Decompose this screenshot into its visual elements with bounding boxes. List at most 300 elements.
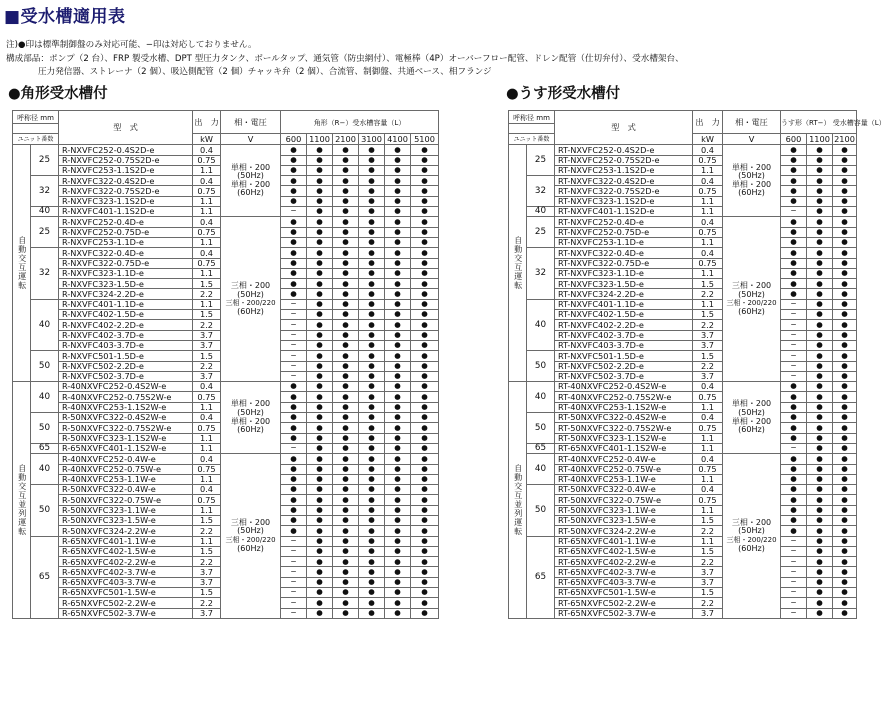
available-dot: ●	[807, 588, 833, 598]
available-dot: ●	[411, 413, 439, 423]
available-dot: ●	[385, 413, 411, 423]
model-cell: R-NXVFC502-2.2D-e	[59, 361, 193, 371]
output-unit: kW	[693, 134, 723, 145]
available-dot: ●	[281, 526, 307, 536]
model-cell: RT-65NXVFC402-1.5W-e	[555, 546, 693, 556]
available-dot: ●	[411, 371, 439, 381]
model-cell: RT-50NXVFC322-0.4S2W-e	[555, 413, 693, 423]
bore-size: 25	[31, 145, 59, 176]
table-row	[13, 217, 439, 227]
available-dot: ●	[385, 433, 411, 443]
available-dot: ●	[807, 608, 833, 618]
available-dot: ●	[307, 423, 333, 433]
available-dot: ●	[333, 413, 359, 423]
model-cell: R-65NXVFC403-3.7W-e	[59, 577, 193, 587]
available-dot: ●	[385, 279, 411, 289]
available-dot: ●	[359, 433, 385, 443]
capacity-2100: 2100	[333, 134, 359, 145]
available-dot: ●	[833, 165, 857, 175]
available-dot: ●	[807, 433, 833, 443]
available-dot: ●	[411, 443, 439, 453]
model-header: 型 式	[59, 111, 193, 145]
model-cell: RT-65NXVFC401-1.1S2W-e	[555, 443, 693, 453]
available-dot: ●	[807, 382, 833, 392]
bore-header: 呼称径 mm	[13, 111, 59, 124]
available-dot: ●	[781, 515, 807, 525]
table-row	[509, 351, 857, 361]
available-dot: ●	[359, 413, 385, 423]
output-cell: 1.1	[693, 196, 723, 206]
table-row	[509, 176, 857, 186]
phase-header: 相・電圧	[221, 111, 281, 134]
output-cell: 1.5	[193, 310, 221, 320]
capacity-4100: 4100	[385, 134, 411, 145]
available-dot: ●	[411, 361, 439, 371]
available-dot: ●	[359, 443, 385, 453]
available-dot: ●	[807, 176, 833, 186]
output-cell: 1.5	[693, 515, 723, 525]
available-dot: ●	[385, 145, 411, 155]
table-row	[509, 423, 857, 433]
output-cell: 1.1	[193, 299, 221, 309]
output-cell: 0.4	[193, 382, 221, 392]
output-cell: 3.7	[693, 340, 723, 350]
available-dot: ●	[833, 577, 857, 587]
available-dot: ●	[359, 371, 385, 381]
available-dot: ●	[833, 413, 857, 423]
available-dot: ●	[385, 588, 411, 598]
output-cell: 1.1	[693, 402, 723, 412]
available-dot: ●	[781, 495, 807, 505]
available-dot: ●	[281, 186, 307, 196]
available-dot: ●	[307, 588, 333, 598]
model-cell: R-NXVFC322-0.4D-e	[59, 248, 193, 258]
model-cell: RT-40NXVFC252-0.4W-e	[555, 454, 693, 464]
available-dot: ●	[411, 186, 439, 196]
available-dot: ●	[833, 536, 857, 546]
available-dot: ●	[807, 557, 833, 567]
available-dot: ●	[307, 495, 333, 505]
output-cell: 0.75	[193, 155, 221, 165]
unavailable-dash: −	[781, 299, 807, 309]
unavailable-dash: −	[281, 351, 307, 361]
available-dot: ●	[781, 454, 807, 464]
available-dot: ●	[411, 402, 439, 412]
available-dot: ●	[359, 227, 385, 237]
output-cell: 1.1	[193, 402, 221, 412]
available-dot: ●	[333, 474, 359, 484]
available-dot: ●	[307, 505, 333, 515]
available-dot: ●	[307, 217, 333, 227]
available-dot: ●	[333, 567, 359, 577]
table-row	[13, 382, 439, 392]
bore-size: 65	[527, 443, 555, 453]
available-dot: ●	[281, 382, 307, 392]
available-dot: ●	[411, 577, 439, 587]
bore-size: 40	[31, 454, 59, 485]
model-cell: RT-NXVFC252-0.75D-e	[555, 227, 693, 237]
available-dot: ●	[307, 248, 333, 258]
model-cell: RT-NXVFC323-1.1D-e	[555, 268, 693, 278]
available-dot: ●	[359, 340, 385, 350]
output-cell: 2.2	[693, 526, 723, 536]
available-dot: ●	[385, 299, 411, 309]
available-dot: ●	[307, 176, 333, 186]
available-dot: ●	[411, 557, 439, 567]
available-dot: ●	[411, 340, 439, 350]
available-dot: ●	[385, 268, 411, 278]
available-dot: ●	[307, 598, 333, 608]
table-row	[509, 155, 857, 165]
unavailable-dash: −	[281, 330, 307, 340]
available-dot: ●	[281, 423, 307, 433]
model-cell: R-NXVFC323-1.1S2D-e	[59, 196, 193, 206]
model-cell: R-NXVFC253-1.1D-e	[59, 237, 193, 247]
model-cell: RT-65NXVFC502-3.7W-e	[555, 608, 693, 618]
available-dot: ●	[411, 598, 439, 608]
available-dot: ●	[833, 217, 857, 227]
available-dot: ●	[411, 320, 439, 330]
output-cell: 2.2	[193, 598, 221, 608]
model-cell: R-NXVFC402-1.5D-e	[59, 310, 193, 320]
bore-size: 32	[31, 248, 59, 299]
output-cell: 1.1	[193, 443, 221, 453]
output-cell: 0.75	[693, 186, 723, 196]
model-cell: R-65NXVFC402-3.7W-e	[59, 567, 193, 577]
available-dot: ●	[333, 186, 359, 196]
available-dot: ●	[359, 176, 385, 186]
unavailable-dash: −	[281, 588, 307, 598]
available-dot: ●	[411, 608, 439, 618]
model-cell: RT-NXVFC323-1.5D-e	[555, 279, 693, 289]
available-dot: ●	[307, 567, 333, 577]
available-dot: ●	[807, 217, 833, 227]
unavailable-dash: −	[281, 361, 307, 371]
model-cell: RT-40NXVFC253-1.1W-e	[555, 474, 693, 484]
unavailable-dash: −	[281, 557, 307, 567]
available-dot: ●	[385, 464, 411, 474]
available-dot: ●	[833, 382, 857, 392]
table-row	[509, 340, 857, 350]
available-dot: ●	[307, 299, 333, 309]
output-cell: 0.75	[193, 464, 221, 474]
available-dot: ●	[281, 474, 307, 484]
available-dot: ●	[807, 186, 833, 196]
phase-three: 三相・200 (50Hz) 三相・200/220 (60Hz)	[723, 217, 781, 382]
available-dot: ●	[385, 155, 411, 165]
available-dot: ●	[411, 310, 439, 320]
table-row	[509, 474, 857, 484]
unavailable-dash: −	[781, 557, 807, 567]
output-cell: 0.4	[193, 248, 221, 258]
available-dot: ●	[307, 485, 333, 495]
available-dot: ●	[333, 207, 359, 217]
table-row	[509, 485, 857, 495]
output-cell: 3.7	[193, 567, 221, 577]
available-dot: ●	[833, 588, 857, 598]
output-cell: 2.2	[693, 557, 723, 567]
bore-size: 40	[31, 382, 59, 413]
output-cell: 0.4	[193, 413, 221, 423]
table-row	[509, 546, 857, 556]
model-cell: R-65NXVFC402-2.2W-e	[59, 557, 193, 567]
available-dot: ●	[281, 402, 307, 412]
output-cell: 1.5	[193, 351, 221, 361]
operation-mode: 自動交互並列運転	[509, 382, 527, 619]
available-dot: ●	[333, 289, 359, 299]
available-dot: ●	[833, 330, 857, 340]
available-dot: ●	[307, 351, 333, 361]
model-cell: R-65NXVFC502-3.7W-e	[59, 608, 193, 618]
available-dot: ●	[833, 320, 857, 330]
output-cell: 2.2	[693, 361, 723, 371]
table-row	[509, 577, 857, 587]
model-cell: R-65NXVFC402-1.5W-e	[59, 546, 193, 556]
available-dot: ●	[385, 217, 411, 227]
available-dot: ●	[307, 546, 333, 556]
available-dot: ●	[385, 330, 411, 340]
available-dot: ●	[833, 361, 857, 371]
table-row	[509, 371, 857, 381]
available-dot: ●	[781, 413, 807, 423]
output-cell: 3.7	[693, 371, 723, 381]
available-dot: ●	[833, 454, 857, 464]
available-dot: ●	[781, 289, 807, 299]
available-dot: ●	[359, 423, 385, 433]
available-dot: ●	[333, 443, 359, 453]
available-dot: ●	[781, 382, 807, 392]
table-row	[509, 145, 857, 155]
output-cell: 0.75	[693, 464, 723, 474]
output-cell: 0.75	[193, 186, 221, 196]
output-cell: 1.1	[193, 207, 221, 217]
table-row	[509, 588, 857, 598]
available-dot: ●	[385, 454, 411, 464]
available-dot: ●	[833, 196, 857, 206]
available-dot: ●	[781, 258, 807, 268]
output-cell: 1.1	[693, 433, 723, 443]
output-cell: 3.7	[193, 340, 221, 350]
table-row	[509, 464, 857, 474]
available-dot: ●	[307, 608, 333, 618]
available-dot: ●	[359, 268, 385, 278]
available-dot: ●	[359, 505, 385, 515]
available-dot: ●	[807, 207, 833, 217]
available-dot: ●	[307, 577, 333, 587]
available-dot: ●	[833, 495, 857, 505]
available-dot: ●	[781, 145, 807, 155]
available-dot: ●	[333, 165, 359, 175]
model-header: 型 式	[555, 111, 693, 145]
table-row	[509, 505, 857, 515]
output-cell: 2.2	[193, 526, 221, 536]
output-cell: 0.4	[693, 382, 723, 392]
output-cell: 0.75	[693, 227, 723, 237]
available-dot: ●	[307, 207, 333, 217]
output-cell: 2.2	[693, 598, 723, 608]
available-dot: ●	[833, 557, 857, 567]
available-dot: ●	[333, 536, 359, 546]
bore-size: 65	[527, 536, 555, 618]
available-dot: ●	[781, 217, 807, 227]
table-row	[509, 258, 857, 268]
available-dot: ●	[411, 165, 439, 175]
table-row	[509, 289, 857, 299]
available-dot: ●	[307, 310, 333, 320]
unavailable-dash: −	[281, 567, 307, 577]
available-dot: ●	[781, 227, 807, 237]
available-dot: ●	[333, 505, 359, 515]
available-dot: ●	[833, 608, 857, 618]
available-dot: ●	[807, 289, 833, 299]
model-cell: RT-65NXVFC502-2.2W-e	[555, 598, 693, 608]
available-dot: ●	[411, 176, 439, 186]
available-dot: ●	[833, 433, 857, 443]
available-dot: ●	[333, 454, 359, 464]
model-cell: RT-NXVFC323-1.1S2D-e	[555, 196, 693, 206]
units-header: ユニット番数	[13, 134, 59, 145]
available-dot: ●	[333, 402, 359, 412]
available-dot: ●	[359, 237, 385, 247]
available-dot: ●	[281, 433, 307, 443]
available-dot: ●	[385, 340, 411, 350]
model-cell: R-NXVFC501-1.5D-e	[59, 351, 193, 361]
table-row	[509, 279, 857, 289]
output-cell: 0.75	[193, 258, 221, 268]
bore-size: 65	[31, 536, 59, 618]
available-dot: ●	[781, 268, 807, 278]
bore-size: 40	[527, 299, 555, 350]
available-dot: ●	[411, 279, 439, 289]
bore-size: 40	[527, 207, 555, 217]
table-row	[509, 402, 857, 412]
available-dot: ●	[833, 464, 857, 474]
available-dot: ●	[833, 351, 857, 361]
model-cell: R-NXVFC252-0.75S2D-e	[59, 155, 193, 165]
available-dot: ●	[385, 310, 411, 320]
unavailable-dash: −	[781, 371, 807, 381]
model-cell: R-50NXVFC323-1.5W-e	[59, 515, 193, 525]
available-dot: ●	[307, 227, 333, 237]
available-dot: ●	[807, 299, 833, 309]
available-dot: ●	[385, 361, 411, 371]
output-cell: 1.5	[193, 279, 221, 289]
model-cell: RT-40NXVFC252-0.75W-e	[555, 464, 693, 474]
available-dot: ●	[411, 392, 439, 402]
available-dot: ●	[385, 474, 411, 484]
model-cell: RT-NXVFC252-0.75S2D-e	[555, 155, 693, 165]
available-dot: ●	[333, 361, 359, 371]
available-dot: ●	[307, 237, 333, 247]
table-row	[509, 248, 857, 258]
available-dot: ●	[807, 413, 833, 423]
table-row	[509, 330, 857, 340]
available-dot: ●	[307, 557, 333, 567]
output-cell: 0.4	[193, 145, 221, 155]
available-dot: ●	[307, 536, 333, 546]
unavailable-dash: −	[281, 598, 307, 608]
available-dot: ●	[385, 320, 411, 330]
output-cell: 1.1	[693, 474, 723, 484]
available-dot: ●	[833, 598, 857, 608]
available-dot: ●	[807, 567, 833, 577]
available-dot: ●	[411, 289, 439, 299]
available-dot: ●	[833, 279, 857, 289]
unavailable-dash: −	[781, 361, 807, 371]
available-dot: ●	[307, 474, 333, 484]
available-dot: ●	[307, 392, 333, 402]
available-dot: ●	[307, 196, 333, 206]
available-dot: ●	[333, 227, 359, 237]
available-dot: ●	[411, 536, 439, 546]
available-dot: ●	[411, 330, 439, 340]
available-dot: ●	[281, 145, 307, 155]
unavailable-dash: −	[781, 351, 807, 361]
phase-three: 三相・200 (50Hz) 三相・200/220 (60Hz)	[723, 454, 781, 619]
available-dot: ●	[359, 299, 385, 309]
output-cell: 0.75	[693, 155, 723, 165]
model-cell: RT-50NXVFC322-0.4W-e	[555, 485, 693, 495]
available-dot: ●	[807, 258, 833, 268]
left-section-title: ●角形受水槽付	[8, 86, 108, 102]
table-row	[509, 237, 857, 247]
table-row	[509, 443, 857, 453]
available-dot: ●	[333, 515, 359, 525]
output-cell: 3.7	[193, 577, 221, 587]
available-dot: ●	[411, 351, 439, 361]
unavailable-dash: −	[281, 443, 307, 453]
available-dot: ●	[411, 248, 439, 258]
available-dot: ●	[833, 371, 857, 381]
table-row	[509, 454, 857, 464]
available-dot: ●	[333, 557, 359, 567]
model-cell: RT-NXVFC253-1.1S2D-e	[555, 165, 693, 175]
available-dot: ●	[333, 268, 359, 278]
bore-size: 50	[31, 485, 59, 536]
available-dot: ●	[781, 505, 807, 515]
available-dot: ●	[307, 361, 333, 371]
output-cell: 1.1	[193, 165, 221, 175]
available-dot: ●	[333, 464, 359, 474]
output-cell: 0.75	[193, 423, 221, 433]
model-cell: RT-40NXVFC252-0.4S2W-e	[555, 382, 693, 392]
bore-size: 40	[31, 207, 59, 217]
capacity-header: 角形（R−）受水槽容量（L）	[281, 111, 439, 134]
model-cell: R-NXVFC322-0.75D-e	[59, 258, 193, 268]
available-dot: ●	[359, 145, 385, 155]
model-cell: RT-NXVFC502-2.2D-e	[555, 361, 693, 371]
output-cell: 1.5	[193, 588, 221, 598]
available-dot: ●	[385, 567, 411, 577]
unavailable-dash: −	[781, 320, 807, 330]
available-dot: ●	[333, 248, 359, 258]
unavailable-dash: −	[281, 536, 307, 546]
output-cell: 3.7	[693, 608, 723, 618]
table-row	[509, 299, 857, 309]
output-cell: 0.75	[693, 392, 723, 402]
available-dot: ●	[281, 413, 307, 423]
table-row	[509, 196, 857, 206]
available-dot: ●	[385, 526, 411, 536]
capacity-600: 600	[281, 134, 307, 145]
output-cell: 3.7	[693, 577, 723, 587]
unavailable-dash: −	[781, 577, 807, 587]
available-dot: ●	[411, 268, 439, 278]
available-dot: ●	[781, 165, 807, 175]
available-dot: ●	[411, 237, 439, 247]
available-dot: ●	[307, 155, 333, 165]
page-title: ■受水槽適用表	[4, 7, 126, 27]
